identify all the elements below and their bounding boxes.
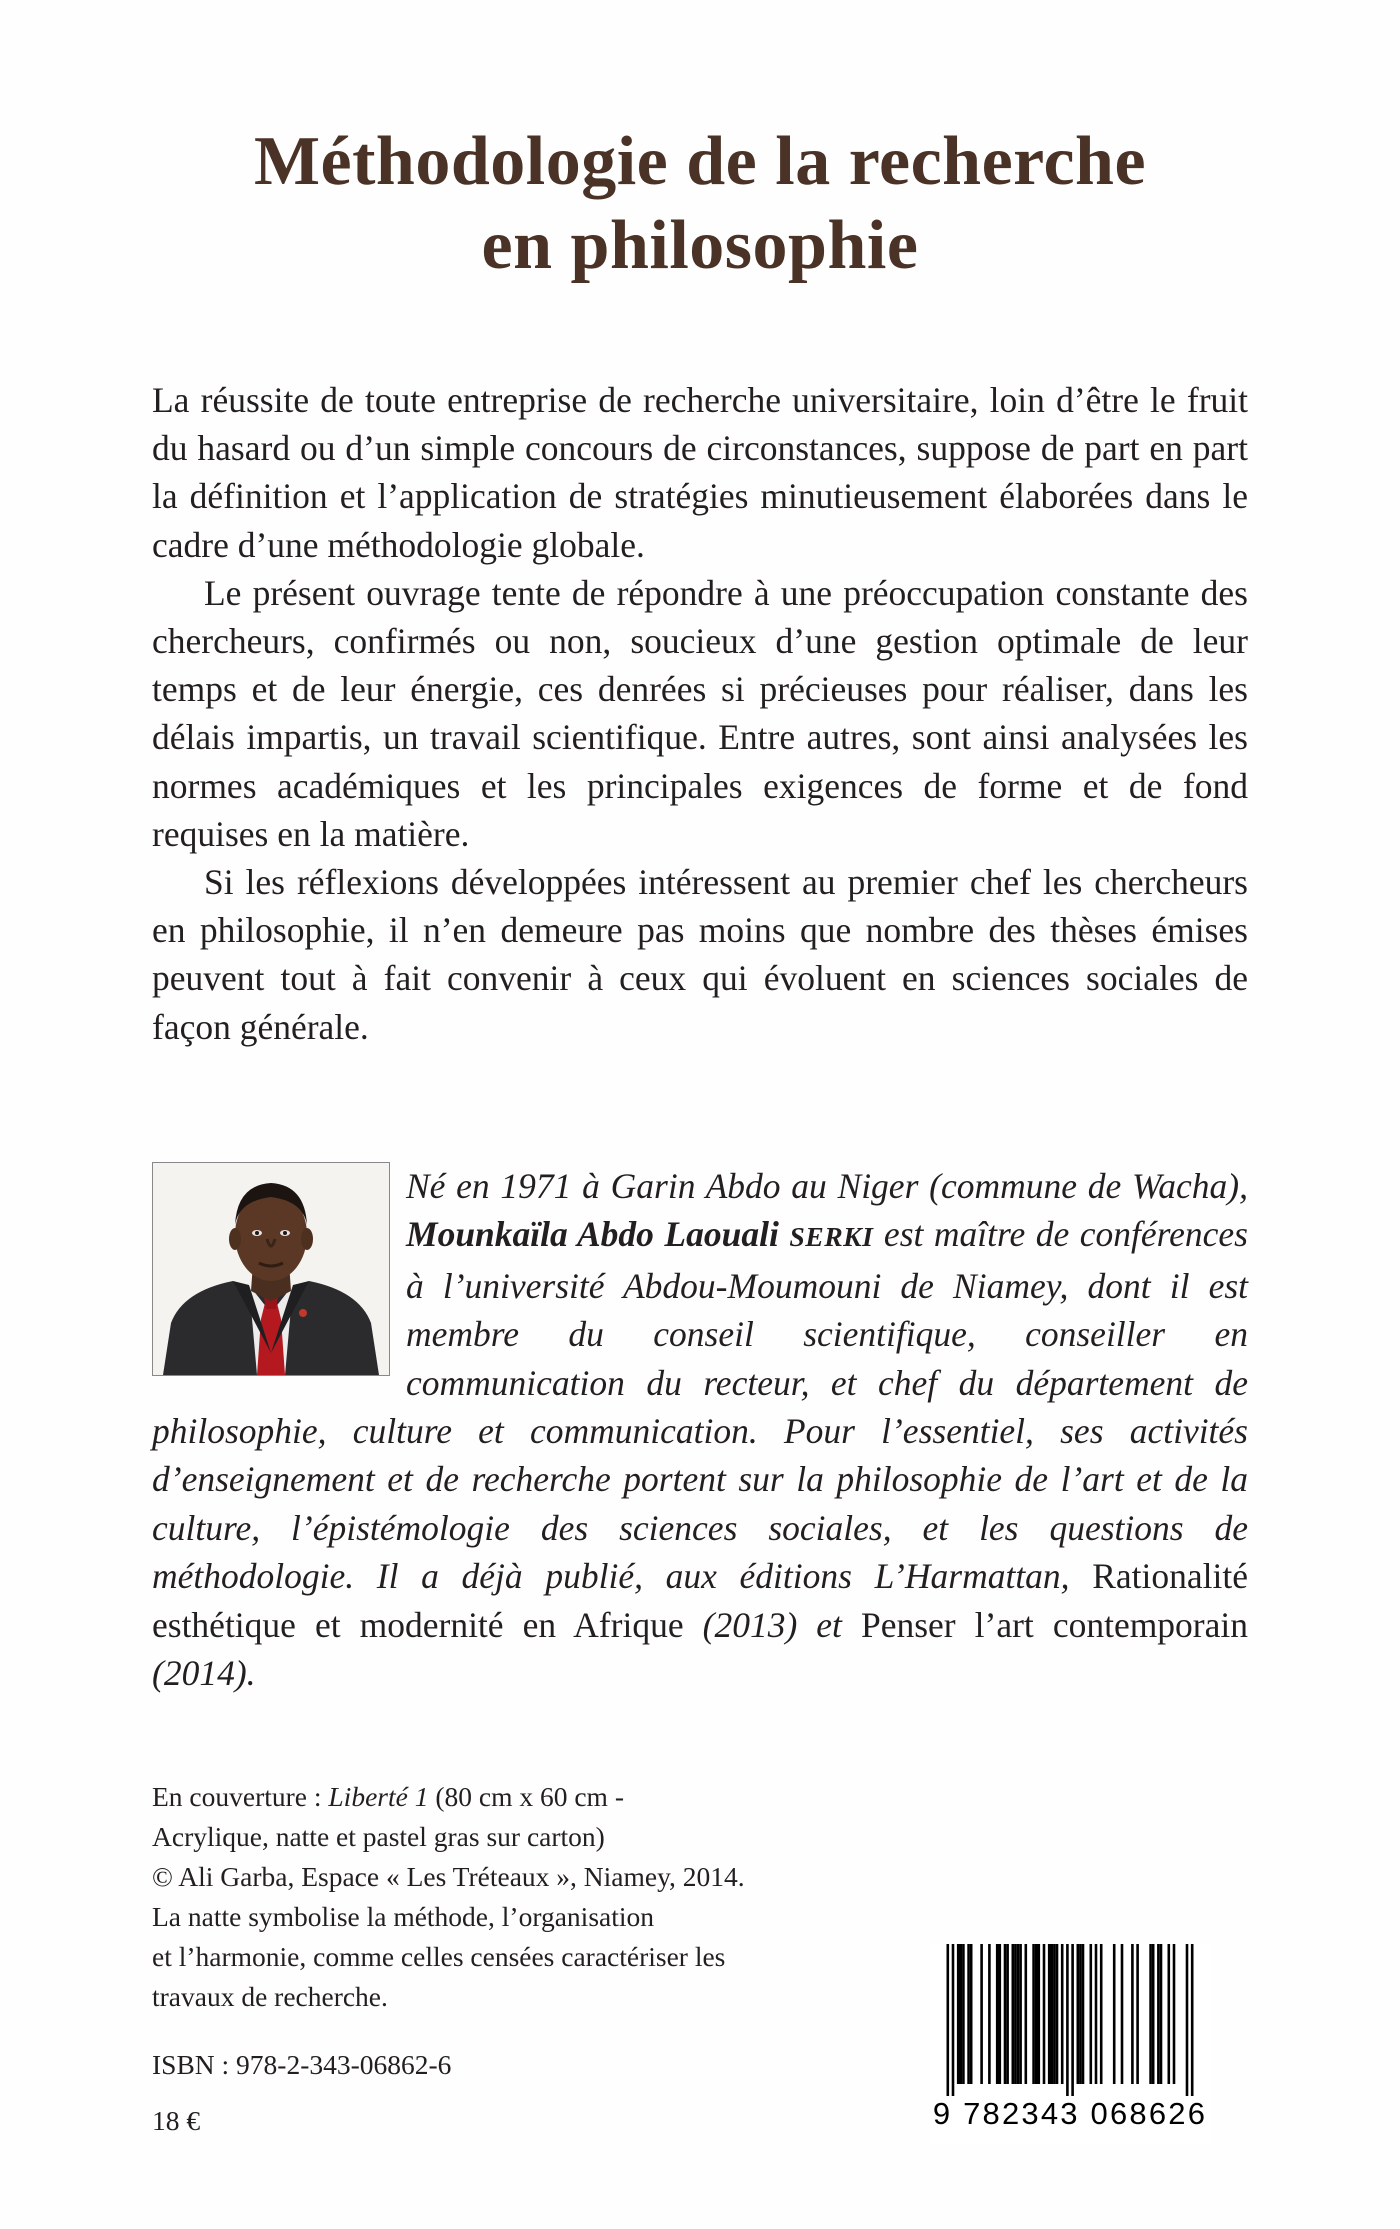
description-paragraph-3: Si les réflexions développées intéressent au premier chef les chercheurs en philosophie, il n’en demeure pas moins que nombre des thèses émises peuvent tout à fait convenir à ceux qui évoluent en sciences sociales de façon générale. bbox=[152, 862, 1248, 1047]
barcode-bar bbox=[999, 1944, 1002, 2084]
artwork-title: Liberté 1 bbox=[328, 1781, 429, 1812]
title-line-2: en philosophie bbox=[481, 207, 919, 284]
credits-line-5: et l’harmonie, comme celles censées caractériser les bbox=[152, 1941, 726, 1972]
barcode-bar bbox=[1051, 1944, 1054, 2084]
barcode-bar bbox=[1025, 1944, 1028, 2084]
book-title-1: Rationalité esthétique et modernité en Afrique bbox=[152, 1556, 1248, 1645]
barcode-bar bbox=[1061, 1944, 1064, 2084]
barcode-bar bbox=[1157, 1944, 1160, 2084]
author-biography bbox=[152, 1162, 1248, 1697]
book-title-2: Penser l’art contemporain bbox=[860, 1604, 1248, 1645]
barcode-bar bbox=[1100, 1944, 1103, 2084]
barcode-bar bbox=[1004, 1944, 1007, 2084]
author-bio: est maître de conférences à l’université Abdou-Moumouni de Niamey, dont il est membre du conseil scientifique, conseiller en communication du recteur, et chef du département de philosophie, culture et communication. Pour l’essentiel, ses activités d’enseignement et de recherche portent sur la philosophie de l’art et de la culture, l’épistémologie des sciences sociales, et les questions de méthodologie. Il a déjà publié, aux éditions L’Harmattan, bbox=[152, 1214, 1248, 1597]
barcode-bar bbox=[1079, 1944, 1082, 2084]
barcode-bar bbox=[996, 1944, 999, 2084]
barcode-bar bbox=[1077, 1944, 1080, 2084]
credits-suffix: (80 cm x 60 cm - bbox=[428, 1781, 624, 1812]
barcode-digits: 9 782343 068626 bbox=[932, 2096, 1208, 2131]
description-paragraph-1: La réussite de toute entreprise de recherche universitaire, loin d’être le fruit du hasard ou d’un simple concours de circonstances, suppose de part en part la définition et l’application de stratégies minutieusement élaborées dans le cadre d’une méthodologie globale. bbox=[152, 380, 1248, 565]
barcode-bar bbox=[1173, 1944, 1176, 2084]
barcode-bar bbox=[1095, 1944, 1098, 2084]
title-line-1: Méthodologie de la recherche bbox=[253, 123, 1147, 200]
book-title bbox=[150, 120, 1250, 288]
barcode-bar bbox=[1149, 1944, 1152, 2084]
cover-credits bbox=[152, 1777, 912, 2017]
barcode-bar bbox=[957, 1944, 960, 2084]
author-photo bbox=[152, 1162, 390, 1376]
author-portrait-image bbox=[153, 1163, 389, 1375]
barcode-bar bbox=[1186, 1944, 1189, 2096]
barcode-bar bbox=[947, 1944, 950, 2096]
isbn-number: ISBN : 978-2-343-06862-6 bbox=[152, 2049, 452, 2080]
barcode-bar bbox=[1012, 1944, 1015, 2084]
barcode-bar bbox=[960, 1944, 963, 2084]
barcode-bar bbox=[1136, 1944, 1139, 2084]
author-intro: Né en 1971 à Garin Abdo au Niger (commune de Wacha), bbox=[406, 1166, 1248, 1206]
author-surname: SERKI bbox=[789, 1221, 874, 1253]
barcode-bar bbox=[1056, 1944, 1059, 2084]
barcode-bar bbox=[1113, 1944, 1116, 2084]
barcode-bar bbox=[1035, 1944, 1038, 2084]
book-year-2: (2014). bbox=[152, 1653, 256, 1694]
barcode-bar bbox=[1152, 1944, 1155, 2084]
barcode-bar bbox=[1131, 1944, 1134, 2084]
barcode-bar bbox=[1019, 1944, 1022, 2084]
barcode-bar bbox=[1038, 1944, 1041, 2084]
description-paragraph-2: Le présent ouvrage tente de répondre à une préoccupation constante des chercheurs, confirmés ou non, soucieux d’une gestion optimale de leur temps et de leur énergie, ces denrées si précieuses pour réaliser, dans les délais impartis, un travail scientifique. Entre autres, sont ainsi analysées les normes académiques et les principales exigences de forme et de fond requises en la matière. bbox=[152, 572, 1248, 854]
barcode-bar bbox=[970, 1944, 973, 2084]
barcode-bar bbox=[1191, 1944, 1194, 2096]
barcode-bar bbox=[1160, 1944, 1163, 2084]
barcode-bar bbox=[988, 1944, 991, 2084]
book-description bbox=[152, 376, 1248, 1051]
barcode-bar bbox=[1043, 1944, 1046, 2084]
barcode-bar bbox=[1082, 1944, 1085, 2084]
barcode-bar bbox=[980, 1944, 983, 2084]
author-name: Mounkaïla Abdo Laouali bbox=[406, 1214, 790, 1255]
barcode-bar bbox=[1006, 1944, 1009, 2084]
price: 18 € bbox=[152, 2105, 201, 2136]
credits-prefix: En couverture : bbox=[152, 1781, 329, 1812]
barcode-bar bbox=[1066, 1944, 1069, 2096]
barcode-bar bbox=[1168, 1944, 1171, 2084]
barcode-bar bbox=[1053, 1944, 1056, 2084]
barcode-bar bbox=[1090, 1944, 1093, 2084]
credits-line-3: © Ali Garba, Espace « Les Tréteaux », Niamey, 2014. bbox=[152, 1861, 745, 1892]
barcode-bar bbox=[1121, 1944, 1124, 2084]
barcode-bar bbox=[1032, 1944, 1035, 2084]
barcode-bar bbox=[962, 1944, 965, 2084]
barcode-bar bbox=[1014, 1944, 1017, 2084]
credits-line-4: La natte symbolise la méthode, l’organisation bbox=[152, 1901, 655, 1932]
barcode-bar bbox=[967, 1944, 970, 2084]
barcode-bar bbox=[952, 1944, 955, 2096]
barcode-bars bbox=[930, 1944, 1210, 2096]
barcode-bar bbox=[1017, 1944, 1020, 2084]
barcode-bar bbox=[1071, 1944, 1074, 2096]
credits-line-6: travaux de recherche. bbox=[152, 1981, 388, 2012]
barcode bbox=[930, 1944, 1210, 2144]
credits-line-1 bbox=[152, 1777, 912, 1817]
barcode-bar bbox=[1048, 1944, 1051, 2084]
book-year-1: (2013) et bbox=[683, 1604, 861, 1645]
credits-line-2: Acrylique, natte et pastel gras sur carton) bbox=[152, 1821, 605, 1852]
